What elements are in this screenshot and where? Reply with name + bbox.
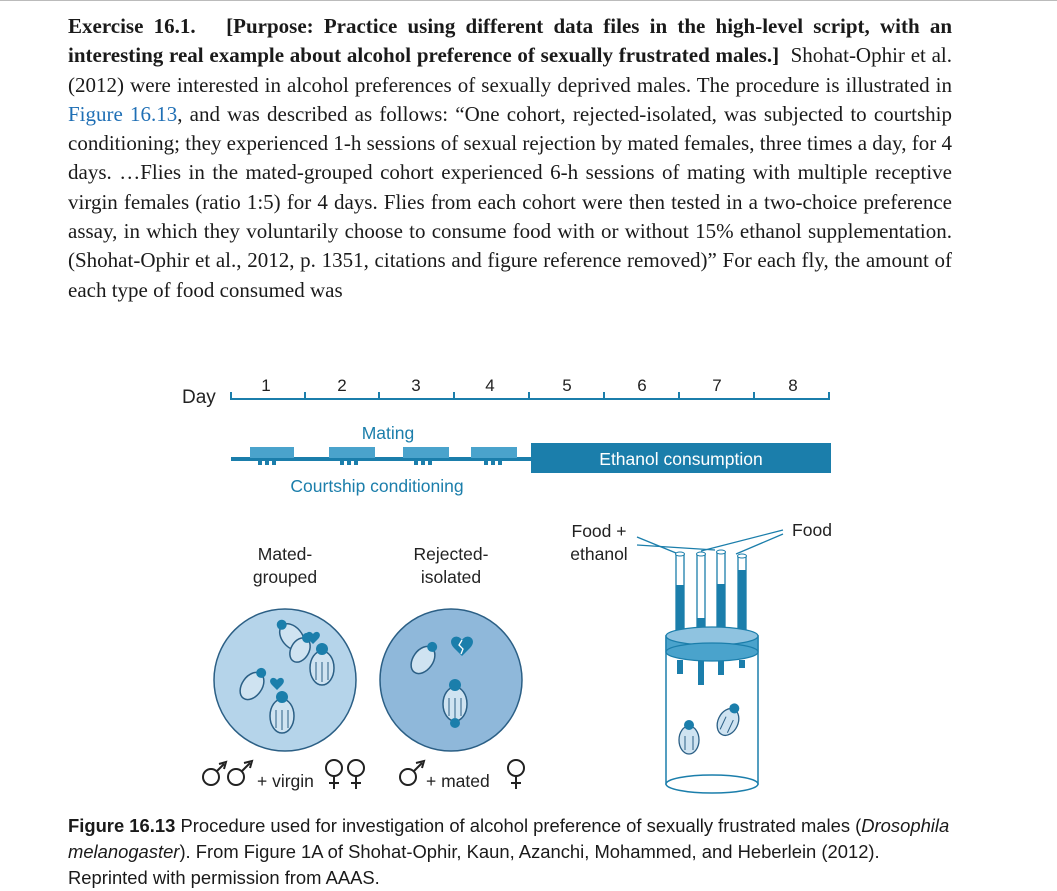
exercise-text-1: Shohat-Ophir et al. (2012) were interested in alcohol preferences of sexually deprived males. The procedure is illustrated in: [68, 43, 953, 97]
rejected-isolated-vial: [380, 609, 522, 751]
caption-text-1: Procedure used for investigation of alcohol preference of sexually frustrated males (: [180, 815, 862, 836]
plus-mated-label: + mated: [426, 771, 490, 791]
day-number: 8: [788, 376, 798, 395]
rejected-isolated-label-1: Rejected-: [413, 544, 489, 564]
plus-virgin-label: + virgin: [257, 771, 314, 791]
mated-grouped-label-1: Mated-: [257, 544, 313, 564]
figure-caption: [68, 813, 952, 891]
day-label: Day: [182, 387, 216, 408]
exercise-number: Exercise 16.1.: [68, 14, 196, 38]
exercise-purpose: [Purpose: Practice using different data files in the high-level script, with an interesting real example about alcohol preference of sexually frustrated males.]: [68, 14, 952, 68]
exercise-text-2: , and was described as follows: “One cohort, rejected-isolated, was subjected to courtship conditioning; they experienced 1-h sessions of sexual rejection by mated females, three times a day, for 4 days. …Flies in the mated-grouped cohort experienced 6-h sessions of mating with multiple receptive virgin females (ratio 1:5) for 4 days. Flies from each cohort were then tested in a two-choice preference assay, in which they voluntarily choose to consume food with or without 15% ethanol supplementation. (Shohat-Ophir et al., 2012, p. 1351, citations and figure reference removed)” For each fly, the amount of each type of food consumed was: [68, 101, 952, 302]
capillary-tubes: [676, 550, 747, 634]
day-number: 5: [562, 376, 572, 395]
two-choice-vial: [666, 627, 758, 793]
caption-text-2: ). From Figure 1A of Shohat-Ophir, Kaun, Azanchi, Mohammed, and Heberlein (2012). Reprinted with permission from AAAS.: [68, 841, 880, 888]
food-ethanol-label-1: Food +: [571, 521, 627, 541]
food-ethanol-label-2: ethanol: [570, 544, 628, 564]
day-number: 2: [337, 376, 347, 395]
ethanol-consumption-label: Ethanol consumption: [599, 449, 763, 469]
day-number: 1: [261, 376, 271, 395]
female-symbol-mated: [508, 760, 524, 789]
male-symbols-group-1: [203, 761, 252, 785]
courtship-conditioning-label: Courtship conditioning: [290, 476, 464, 496]
mating-blocks: [250, 447, 517, 458]
food-pointer-lines: [637, 530, 783, 554]
day-ticks: [305, 392, 754, 399]
day-number: 7: [712, 376, 722, 395]
mated-grouped-label-2: grouped: [252, 567, 318, 587]
day-number: 3: [411, 376, 421, 395]
day-number: 4: [485, 376, 495, 395]
caption-species: Drosophila melanogaster: [68, 815, 950, 862]
food-label: Food: [792, 520, 832, 540]
day-number: 6: [637, 376, 647, 395]
caption-label: Figure 16.13: [68, 815, 176, 836]
male-symbol-group-2: [400, 761, 424, 785]
female-symbols-group: [326, 760, 364, 789]
rejected-isolated-label-2: isolated: [420, 567, 482, 587]
mating-label: Mating: [361, 423, 415, 443]
figure-reference-link[interactable]: Figure 16.13: [68, 101, 178, 126]
